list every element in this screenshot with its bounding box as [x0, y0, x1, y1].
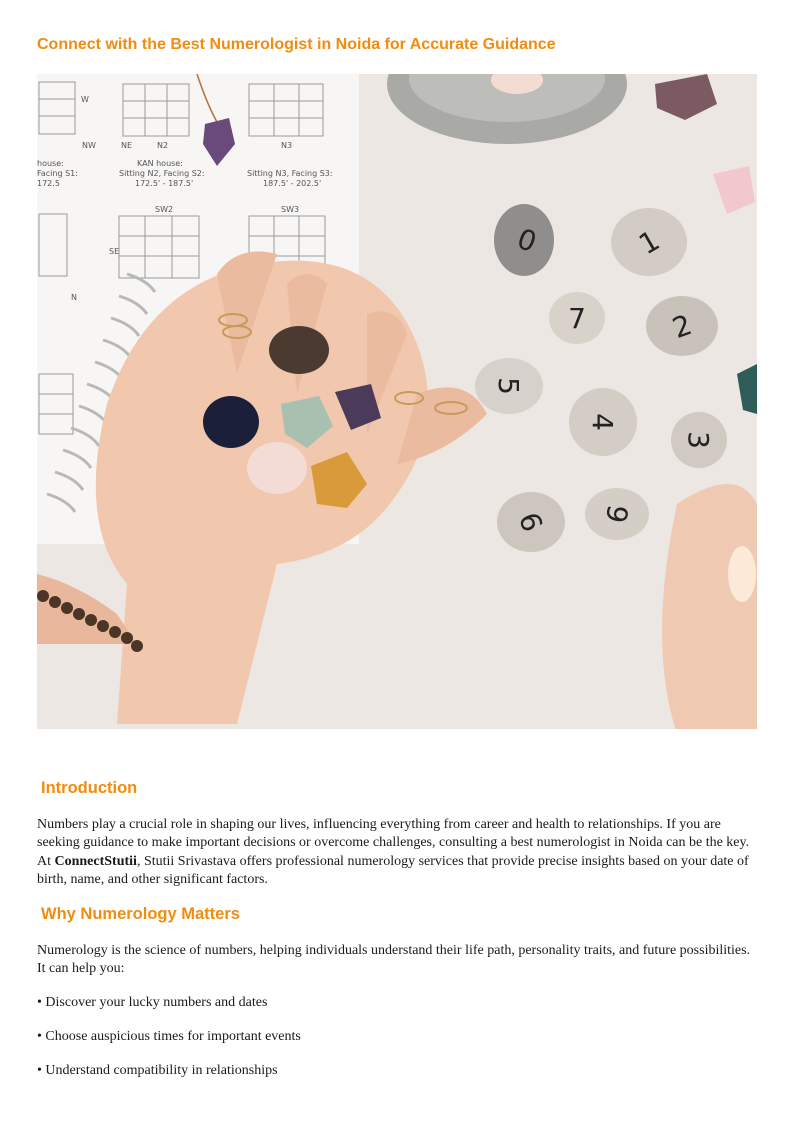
chart-label: Sitting N2, Facing S2: — [119, 169, 205, 178]
stone-number: 0 — [512, 221, 541, 260]
intro-text: , Stutii Srivastava offers professional numerology services that provide precise insights based on your date of birth, name, and other significant factors. — [37, 853, 749, 887]
intro-paragraph — [37, 816, 757, 889]
chart-label: N — [71, 293, 77, 302]
intro-text: Numbers play a crucial role in shaping our lives, influencing everything from career and health to relationships. If you are seeking guidance to make important decisions or overcome challenges, consulting a best numerologist in Noida can be the key. At — [37, 817, 750, 869]
stone-number: 3 — [682, 431, 715, 449]
chart-label: Facing S1: — [37, 169, 78, 178]
chart-label: N3 — [281, 141, 293, 150]
chart-label: KAN house: — [137, 159, 183, 168]
chart-label: N2 — [157, 141, 169, 150]
stone-number: 5 — [492, 377, 525, 395]
hero-image-numerology-stones — [37, 74, 757, 729]
chart-label: Sitting N3, Facing S3: — [247, 169, 333, 178]
chart-label: NW — [82, 141, 96, 150]
chart-label: 187.5' - 202.5' — [263, 179, 322, 188]
section-heading-why-numerology: Why Numerology Matters — [41, 905, 240, 923]
chart-label: house: — [37, 159, 64, 168]
list-item: • Choose auspicious times for important events — [37, 1029, 301, 1044]
list-item: • Discover your lucky numbers and dates — [37, 995, 268, 1010]
section-heading-introduction: Introduction — [41, 779, 138, 797]
chart-label: NE — [121, 141, 133, 150]
chart-label: 172.5' - 187.5' — [135, 179, 194, 188]
stone-number: 4 — [586, 413, 619, 431]
chart-label: SE — [109, 247, 120, 256]
stone-number: 7 — [568, 302, 586, 335]
stone-number: 9 — [598, 502, 635, 526]
chart-label: W — [81, 95, 89, 104]
stone-number: 1 — [633, 223, 666, 262]
list-item: • Understand compatibility in relationships — [37, 1063, 278, 1078]
chart-label: SW2 — [155, 205, 174, 214]
brand-name: ConnectStutii — [54, 853, 137, 869]
chart-label: 172.5 — [37, 179, 60, 188]
salt-lamp — [662, 484, 757, 729]
chart-label: SW3 — [281, 205, 300, 214]
why-paragraph: Numerology is the science of numbers, helping individuals understand their life path, personality traits, and future possibilities. It can help you: — [37, 943, 751, 977]
stone-number: 6 — [511, 508, 550, 537]
page-title: Connect with the Best Numerologist in Noida for Accurate Guidance — [37, 36, 556, 53]
stone-number: 2 — [668, 307, 697, 346]
